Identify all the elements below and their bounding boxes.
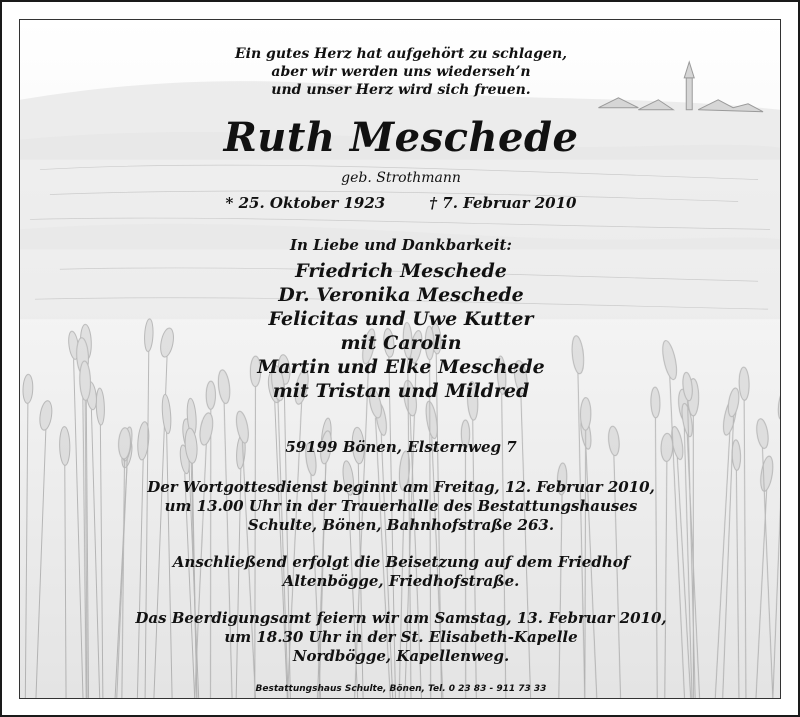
requiem-line-2: um 18.30 Uhr in der St. Elisabeth-Kapelle bbox=[224, 628, 578, 646]
service-line-2: um 13.00 Uhr in der Trauerhalle des Bestattungshauses bbox=[164, 497, 638, 515]
deceased-name: Ruth Meschede bbox=[223, 114, 579, 161]
mourner-name: Felicitas und Uwe Kutter bbox=[268, 308, 534, 330]
notice-content bbox=[20, 20, 781, 699]
mourner-name: Martin und Elke Meschede bbox=[257, 356, 545, 378]
requiem-line-3: Nordbögge, Kapellenweg. bbox=[292, 647, 510, 665]
death-date: † 7. Februar 2010 bbox=[429, 194, 577, 212]
burial-line-2: Altenbögge, Friedhofstraße. bbox=[282, 572, 520, 590]
mourner-name: mit Carolin bbox=[340, 332, 462, 354]
birth-name: geb. Strothmann bbox=[341, 170, 461, 186]
service-line-3: Schulte, Bönen, Bahnhofstraße 263. bbox=[247, 516, 555, 534]
notice-frame bbox=[19, 19, 781, 699]
motto-line-1: Ein gutes Herz hat aufgehört zu schlagen, bbox=[235, 46, 567, 62]
mourner-name: Dr. Veronika Meschede bbox=[278, 284, 524, 306]
requiem-line-1: Das Beerdigungsamt feiern wir am Samstag, 13. Februar 2010, bbox=[135, 609, 667, 627]
life-dates bbox=[20, 194, 781, 212]
funeral-home-footer: Bestattungshaus Schulte, Bönen, Tel. 0 23 83 - 911 73 33 bbox=[255, 684, 547, 694]
burial-line-1: Anschließend erfolgt die Beisetzung auf dem Friedhof bbox=[172, 553, 630, 571]
birth-date: * 25. Oktober 1923 bbox=[225, 194, 386, 212]
mourner-name: Friedrich Meschede bbox=[295, 260, 507, 282]
family-address: 59199 Bönen, Elsternweg 7 bbox=[285, 438, 517, 456]
motto-line-3: und unser Herz wird sich freuen. bbox=[271, 82, 531, 98]
mourners-intro: In Liebe und Dankbarkeit: bbox=[290, 236, 512, 254]
motto-line-2: aber wir werden uns wiederseh’n bbox=[271, 64, 531, 80]
service-line-1: Der Wortgottesdienst beginnt am Freitag, 12. Februar 2010, bbox=[147, 478, 655, 496]
mourner-name: mit Tristan und Mildred bbox=[272, 380, 530, 402]
